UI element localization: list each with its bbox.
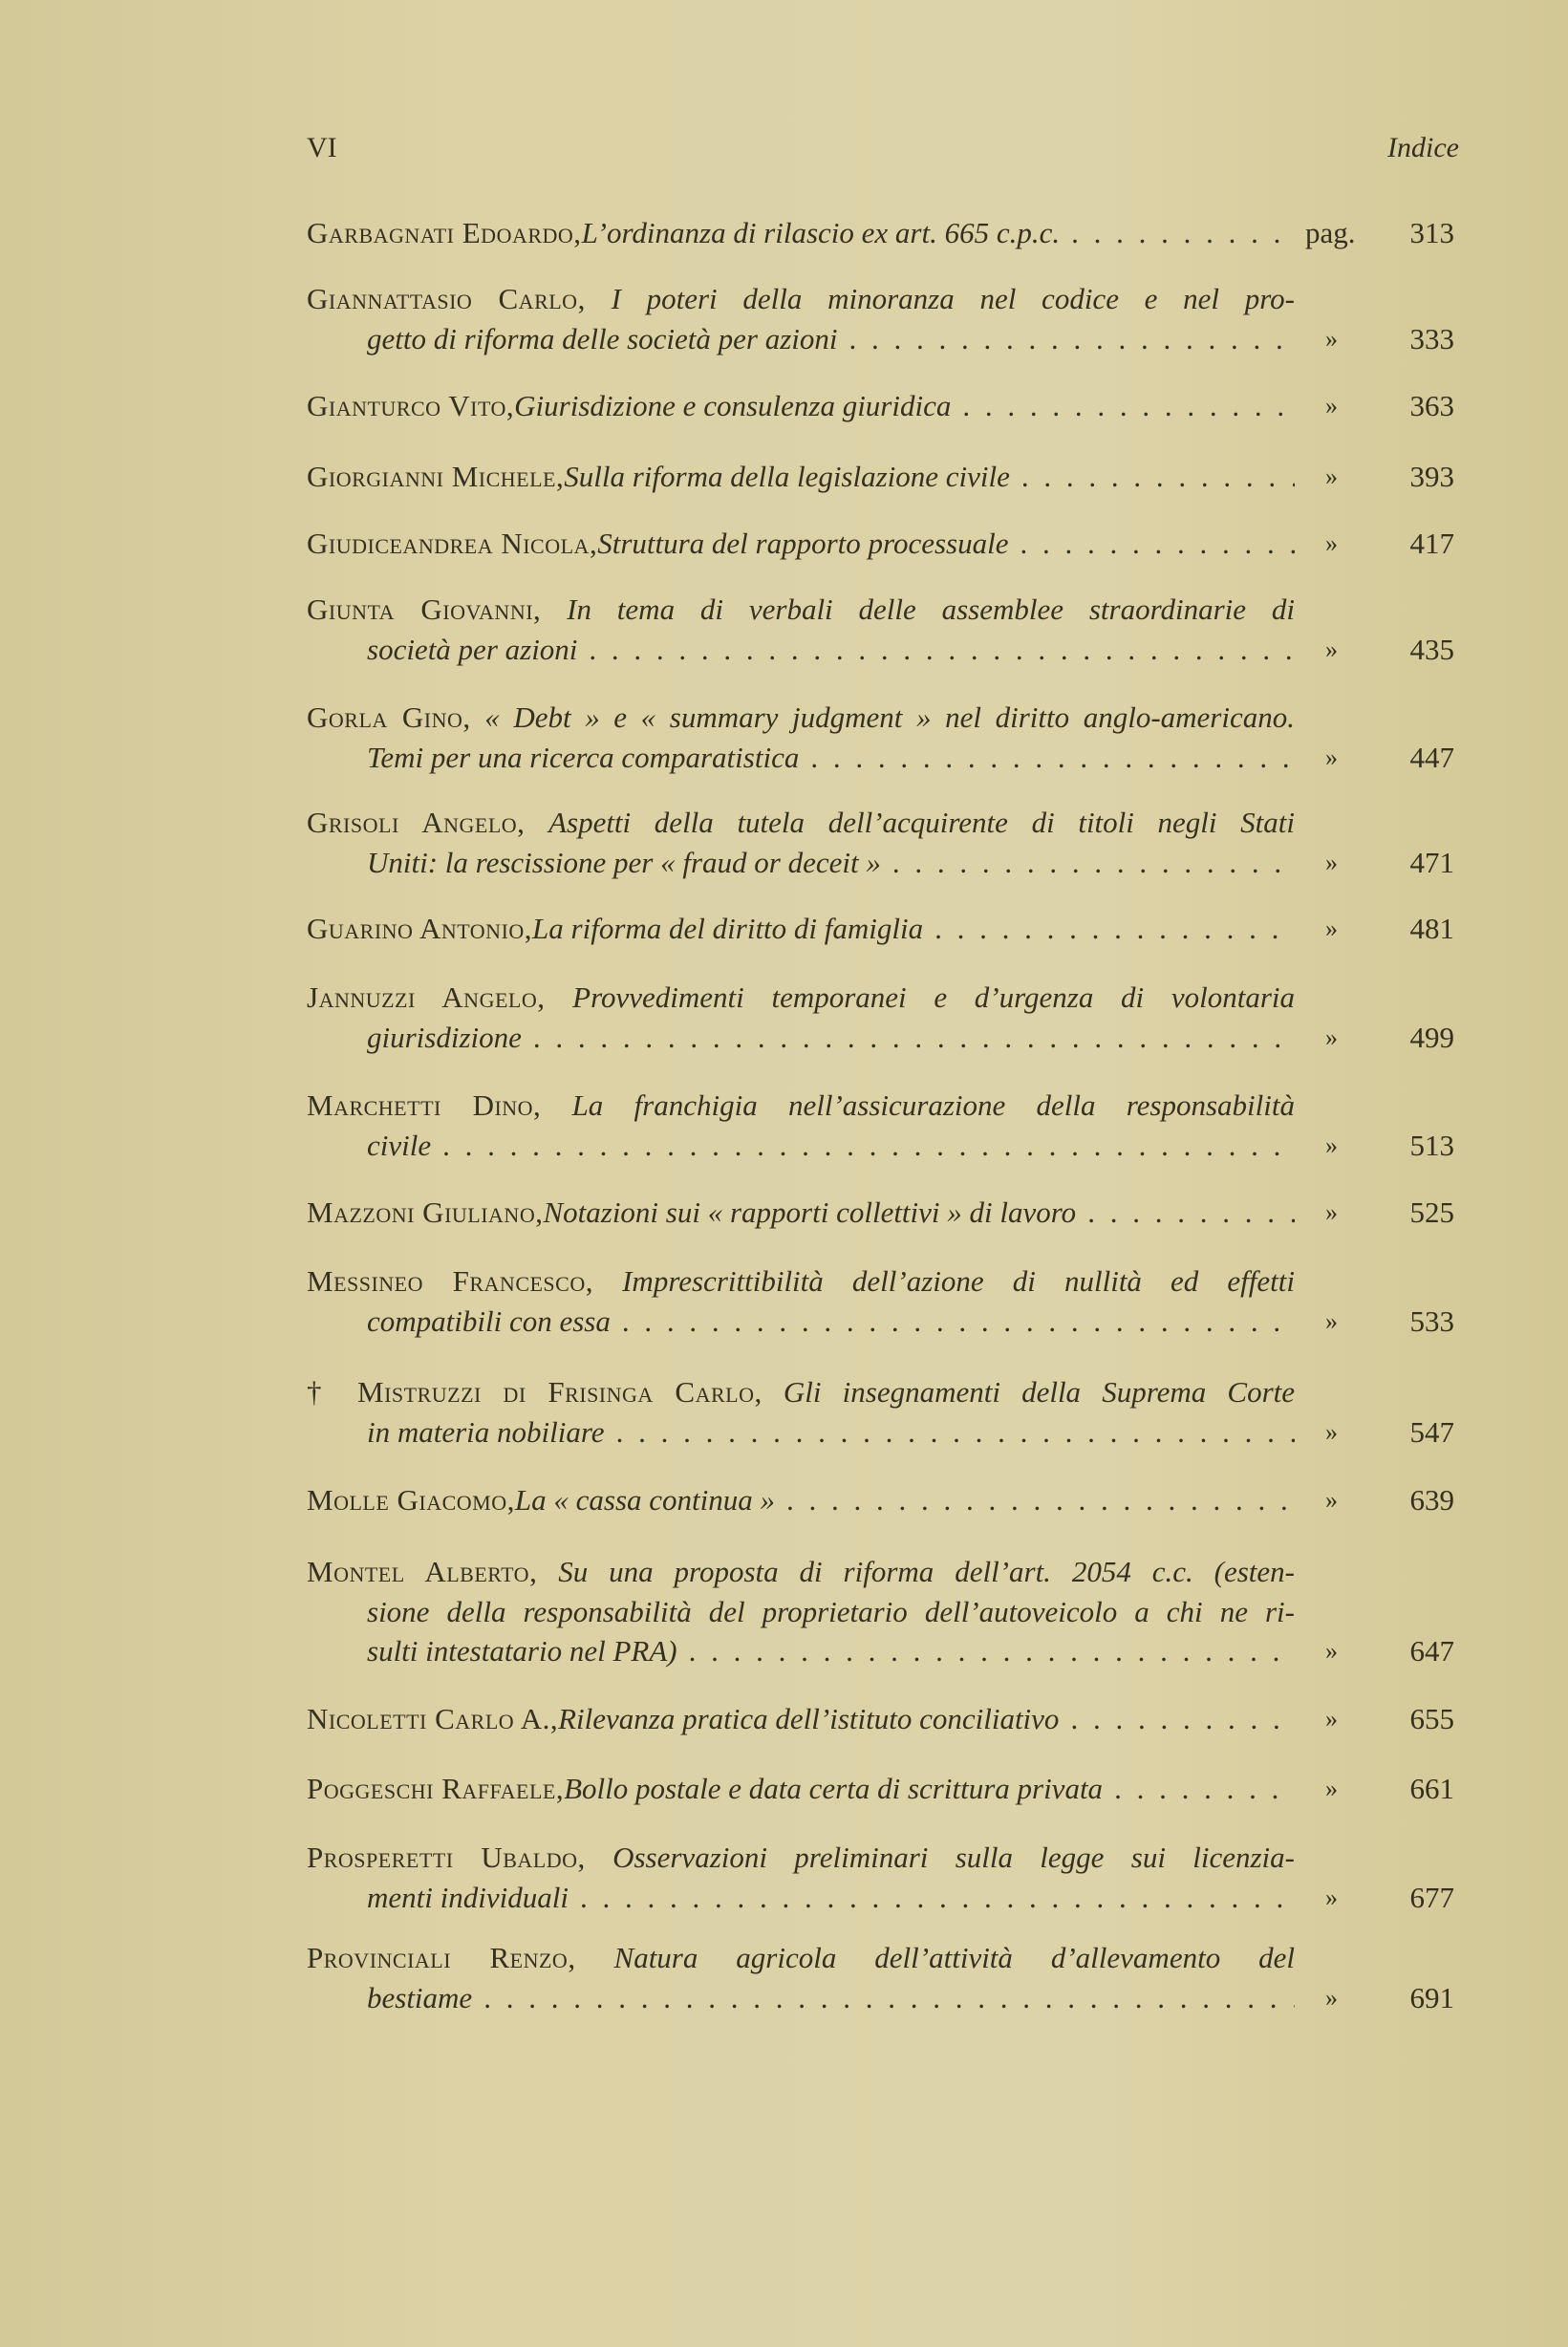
entry-line [307,1592,1295,1632]
entry-author: Marchetti Dino, [307,1088,542,1122]
entry-title: La « cassa continua » [514,1483,776,1517]
entry-line [307,457,1295,497]
index-entry [307,1193,1454,1233]
entry-line [307,279,1295,319]
entry-line [307,843,1295,883]
entry-page: 525 [1409,1195,1454,1229]
dot-leader [1059,1699,1295,1739]
index-entry [307,698,1454,777]
entry-page: 691 [1409,1980,1454,2014]
entry-line [307,1480,1295,1520]
dot-leader [1008,524,1295,564]
entry-title: Bollo postale e data certa di scrittura privata [564,1772,1104,1805]
entry-title: Aspetti della tutela dell’acquirente di titoli negli Stati [548,806,1296,839]
entry-author: Jannuzzi Angelo, [307,980,546,1014]
page-marker: » [1325,848,1338,876]
dot-leader [677,1631,1295,1671]
index-entry [307,457,1454,497]
index-entry [307,909,1454,949]
entry-page: 677 [1409,1880,1454,1914]
entry-author: Montel Alberto, [307,1555,538,1588]
entry-author: Prosperetti Ubaldo, [307,1841,586,1874]
entry-author: Gorla Gino, [307,700,471,734]
page-marker: » [1325,1983,1338,2012]
entry-title: Provvedimenti temporanei e d’urgenza di volontaria [572,980,1295,1014]
entry-line [307,1193,1295,1233]
entry-title: Osservazioni preliminari sulla legge sui licenzia- [612,1841,1295,1874]
page-marker: » [1325,1705,1338,1733]
entry-line [307,1699,1295,1739]
dot-leader [775,1480,1295,1520]
entry-line [307,978,1295,1018]
entry-page: 363 [1409,389,1454,422]
page-marker: » [1325,1130,1338,1159]
entry-line [307,1838,1295,1878]
entry-title: Struttura del rapporto processuale [597,527,1009,560]
entry-author: Garbagnati Edoardo, [307,216,582,249]
entry-title: Natura agricola dell’attività d’allevamento del [613,1941,1295,1974]
entry-line [307,590,1295,630]
index-entry [307,1086,1454,1165]
page-marker: » [1325,915,1338,942]
index-entry [307,1480,1454,1520]
entry-title: getto di riforma delle società per azioni [367,321,838,355]
entry-line [307,1086,1295,1126]
entry-page: 333 [1409,321,1454,355]
entry-line [307,1769,1295,1809]
entry-line [307,1261,1295,1302]
dot-leader [605,1412,1295,1453]
entry-author: Giudiceandrea Nicola, [307,527,598,560]
entry-author: Provinciali Renzo, [307,1941,576,1974]
entry-line [307,630,1295,670]
page-marker: » [1325,1486,1338,1514]
entry-line [307,1412,1295,1453]
page-marker: » [1325,392,1338,420]
entry-line [307,698,1295,738]
entry-page: 499 [1409,1020,1454,1054]
entry-line [307,1978,1295,2018]
entry-title: Rilevanza pratica dell’istituto conciliativo [558,1702,1060,1735]
index-entry [307,1261,1454,1341]
dot-leader [472,1978,1295,2018]
entry-title: Su una proposta di riforma dell’art. 2054 c.c. (esten- [558,1555,1295,1588]
entry-line [307,1372,1295,1412]
entry-line [307,1126,1295,1166]
entry-page: 661 [1409,1772,1454,1805]
entry-title: giurisdizione [367,1020,522,1054]
entry-author: Poggeschi Raffaele, [307,1772,565,1805]
entry-page: 313 [1409,216,1454,249]
dot-leader [522,1018,1295,1058]
entry-line [307,738,1295,778]
entry-title: L’ordinanza di rilascio ex art. 665 c.p.c. [581,216,1061,249]
index-entry [307,590,1454,669]
entry-title: Giurisdizione e consulenza giuridica [514,389,952,422]
entry-line [307,1938,1295,1978]
entry-page: 647 [1409,1634,1454,1668]
index-entry [307,1552,1454,1671]
page-marker: » [1325,635,1338,663]
entry-page: 533 [1409,1303,1454,1338]
index-entry [307,524,1454,564]
entry-line [307,1878,1295,1918]
entry-author: Giannattasio Carlo, [307,282,586,315]
page-marker: » [1325,1198,1338,1226]
dot-leader [838,319,1295,359]
entry-page: 471 [1409,845,1454,879]
entry-title: civile [367,1128,432,1162]
entry-title: La franchigia nell’assicurazione della responsabilità [571,1088,1295,1122]
dot-leader [431,1126,1295,1166]
page-marker: » [1325,1883,1338,1911]
dot-leader [799,738,1295,778]
entry-title: Gli insegnamenti della Suprema Corte [783,1375,1296,1409]
index-entry [307,1838,1454,1917]
entry-title: In tema di verbali delle assemblee straordinarie di [567,592,1295,626]
entry-title: sione della responsabilità del proprietario dell’autoveicolo a chi ne ri- [367,1594,1295,1628]
entry-title: sulti intestatario nel PRA) [367,1634,677,1668]
entry-title: società per azioni [367,632,578,666]
page-marker: » [1325,743,1338,771]
entry-author: † Mistruzzi di Frisinga Carlo, [307,1375,763,1409]
entry-line [307,524,1295,564]
page-marker: » [1325,463,1338,490]
entry-author: Guarino Antonio, [307,912,533,945]
entry-title: I poteri della minoranza nel codice e nel pro- [611,282,1296,315]
entry-line [307,909,1295,949]
dot-leader [881,843,1295,883]
dot-leader [577,630,1295,670]
running-title: Indice [1387,132,1459,163]
page-marker: » [1325,1023,1338,1051]
page-marker: » [1325,324,1338,353]
entry-title: bestiame [367,1980,473,2014]
entry-author: Giunta Giovanni, [307,592,542,626]
entry-title: Imprescrittibilità dell’azione di nullità ed effetti [622,1264,1296,1298]
entry-author: Molle Giacomo, [307,1483,515,1517]
dot-leader [951,386,1295,426]
entry-line [307,213,1295,253]
index-entry [307,803,1454,882]
entry-title: « Debt » e « summary judgment » nel diritto anglo-americano. [484,700,1295,734]
entry-title: menti individuali [367,1880,569,1914]
entry-page: 481 [1409,912,1454,945]
page-marker: pag. [1305,216,1356,249]
dot-leader [1103,1769,1295,1809]
page-number: VI [307,132,337,163]
dot-leader [1010,457,1295,497]
entry-author: Gianturco Vito, [307,389,515,422]
entry-title: Sulla riforma della legislazione civile [564,460,1010,493]
page-marker: » [1325,1775,1338,1802]
entry-author: Nicoletti Carlo A., [307,1702,559,1735]
index-entry [307,279,1454,358]
index-entry [307,213,1454,253]
index-entry [307,1769,1454,1809]
entry-line [307,386,1295,426]
dot-leader [923,909,1295,949]
index-entry [307,1699,1454,1739]
entry-page: 639 [1409,1483,1454,1517]
entry-page: 513 [1409,1128,1454,1162]
index-entry [307,386,1454,426]
entry-title: La riforma del diritto di famiglia [532,912,924,945]
dot-leader [1076,1193,1295,1233]
page-marker: » [1325,1417,1338,1446]
entry-line [307,1552,1295,1592]
dot-leader [569,1878,1295,1918]
entry-title: in materia nobiliare [367,1414,605,1449]
entry-title: compatibili con essa [367,1303,611,1338]
entry-line [307,803,1295,843]
entry-page: 547 [1409,1414,1454,1449]
index-entry [307,978,1454,1057]
page-marker: » [1325,1306,1338,1335]
entry-title: Notazioni sui « rapporti collettivi » di lavoro [543,1195,1077,1229]
entry-line [307,1302,1295,1342]
page-marker: » [1325,529,1338,557]
dot-leader [611,1302,1295,1342]
entry-page: 435 [1409,632,1454,666]
dot-leader [1060,213,1295,253]
entry-page: 417 [1409,527,1454,560]
entry-author: Giorgianni Michele, [307,460,565,493]
page-marker: » [1325,1637,1338,1665]
entry-line [307,1631,1295,1671]
entry-title: Uniti: la rescissione per « fraud or deceit » [367,845,881,879]
entry-author: Mazzoni Giuliano, [307,1195,544,1229]
entry-line [307,319,1295,359]
entry-title: Temi per una ricerca comparatistica [367,740,800,774]
entry-page: 393 [1409,460,1454,493]
entry-page: 447 [1409,740,1454,774]
index-entry [307,1372,1454,1452]
entry-author: Messineo Francesco, [307,1264,593,1298]
entry-author: Grisoli Angelo, [307,806,526,839]
index-entry [307,1938,1454,2017]
entry-page: 655 [1409,1702,1454,1735]
entry-line [307,1018,1295,1058]
